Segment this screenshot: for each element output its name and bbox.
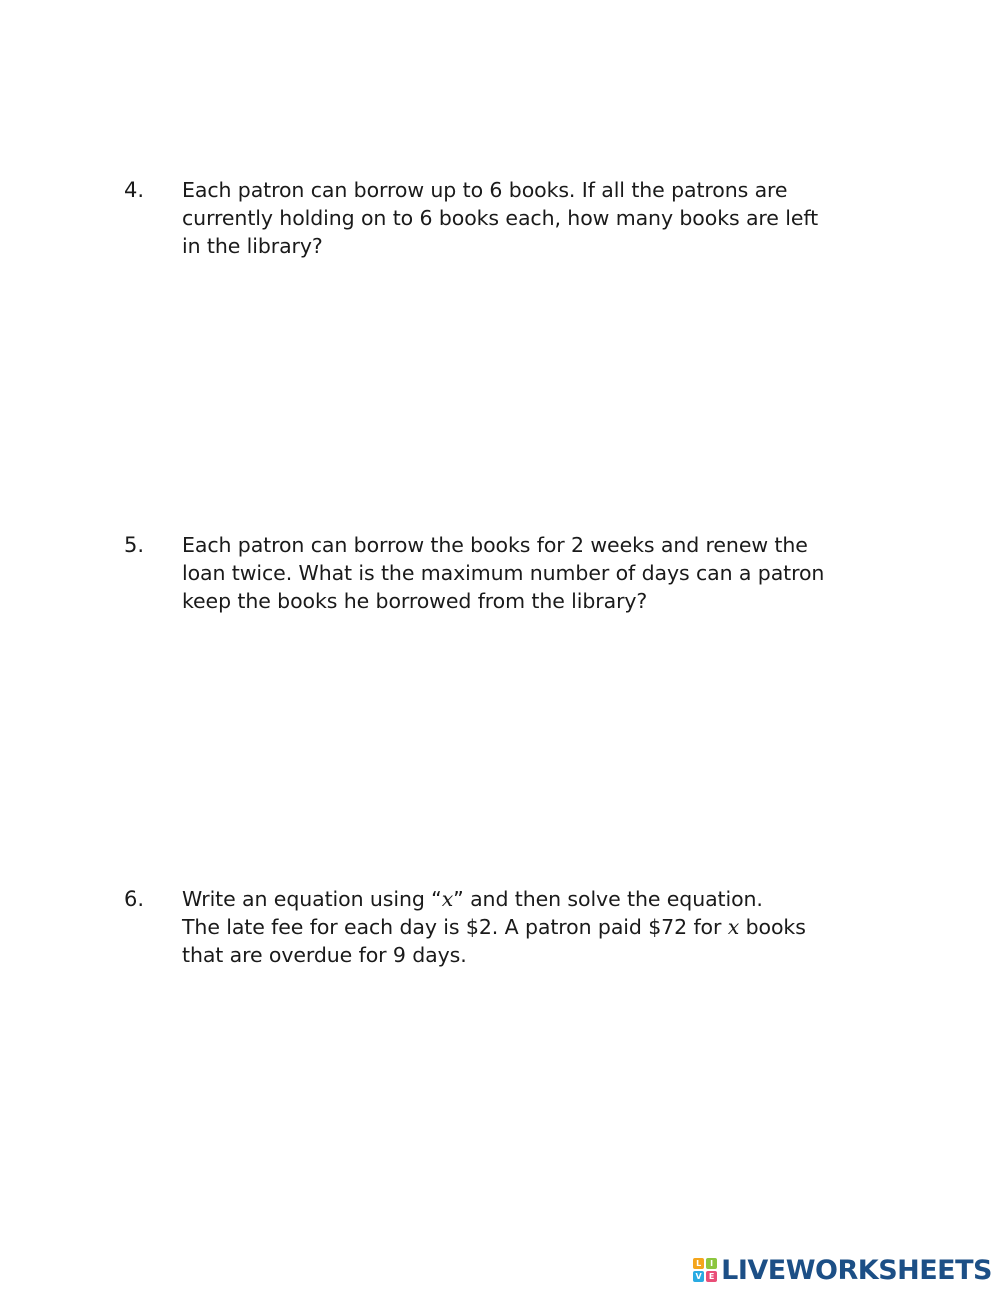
logo-square-v: V — [693, 1271, 704, 1282]
logo-square-l: L — [693, 1258, 704, 1269]
liveworksheets-logo-icon — [693, 1258, 717, 1282]
question-6-line-1 — [182, 885, 882, 913]
liveworksheets-logo-text: LIVEWORKSHEETS — [721, 1254, 992, 1286]
question-6-line-1-after: ” and then solve the equation. — [453, 887, 763, 911]
question-4-line-3: in the library? — [182, 234, 323, 258]
question-4-text — [182, 176, 882, 260]
question-5-line-1: Each patron can borrow the books for 2 weeks and renew the — [182, 533, 808, 557]
question-6-line-2-before: The late fee for each day is $2. A patron paid $72 for — [182, 915, 728, 939]
liveworksheets-logo — [693, 1255, 992, 1285]
question-5-line-3: keep the books he borrowed from the library? — [182, 589, 648, 613]
question-4-line-2: currently holding on to 6 books each, how many books are left — [182, 206, 819, 230]
question-5-line-2: loan twice. What is the maximum number of days can a patron — [182, 561, 825, 585]
variable-x: x — [441, 887, 454, 911]
question-5-text — [182, 531, 882, 615]
logo-square-e: E — [706, 1271, 717, 1282]
question-6-number: 6. — [124, 887, 145, 911]
question-4-line-1: Each patron can borrow up to 6 books. If all the patrons are — [182, 178, 788, 202]
variable-x: x — [727, 915, 740, 939]
question-6-line-2 — [182, 913, 882, 941]
logo-square-i: I — [706, 1258, 717, 1269]
question-4-number: 4. — [124, 178, 145, 202]
question-6-line-1-before: Write an equation using “ — [182, 887, 442, 911]
question-6-text — [182, 885, 882, 969]
question-5-number: 5. — [124, 533, 145, 557]
question-6-line-2-after: books — [739, 915, 806, 939]
question-6-line-3: that are overdue for 9 days. — [182, 943, 467, 967]
